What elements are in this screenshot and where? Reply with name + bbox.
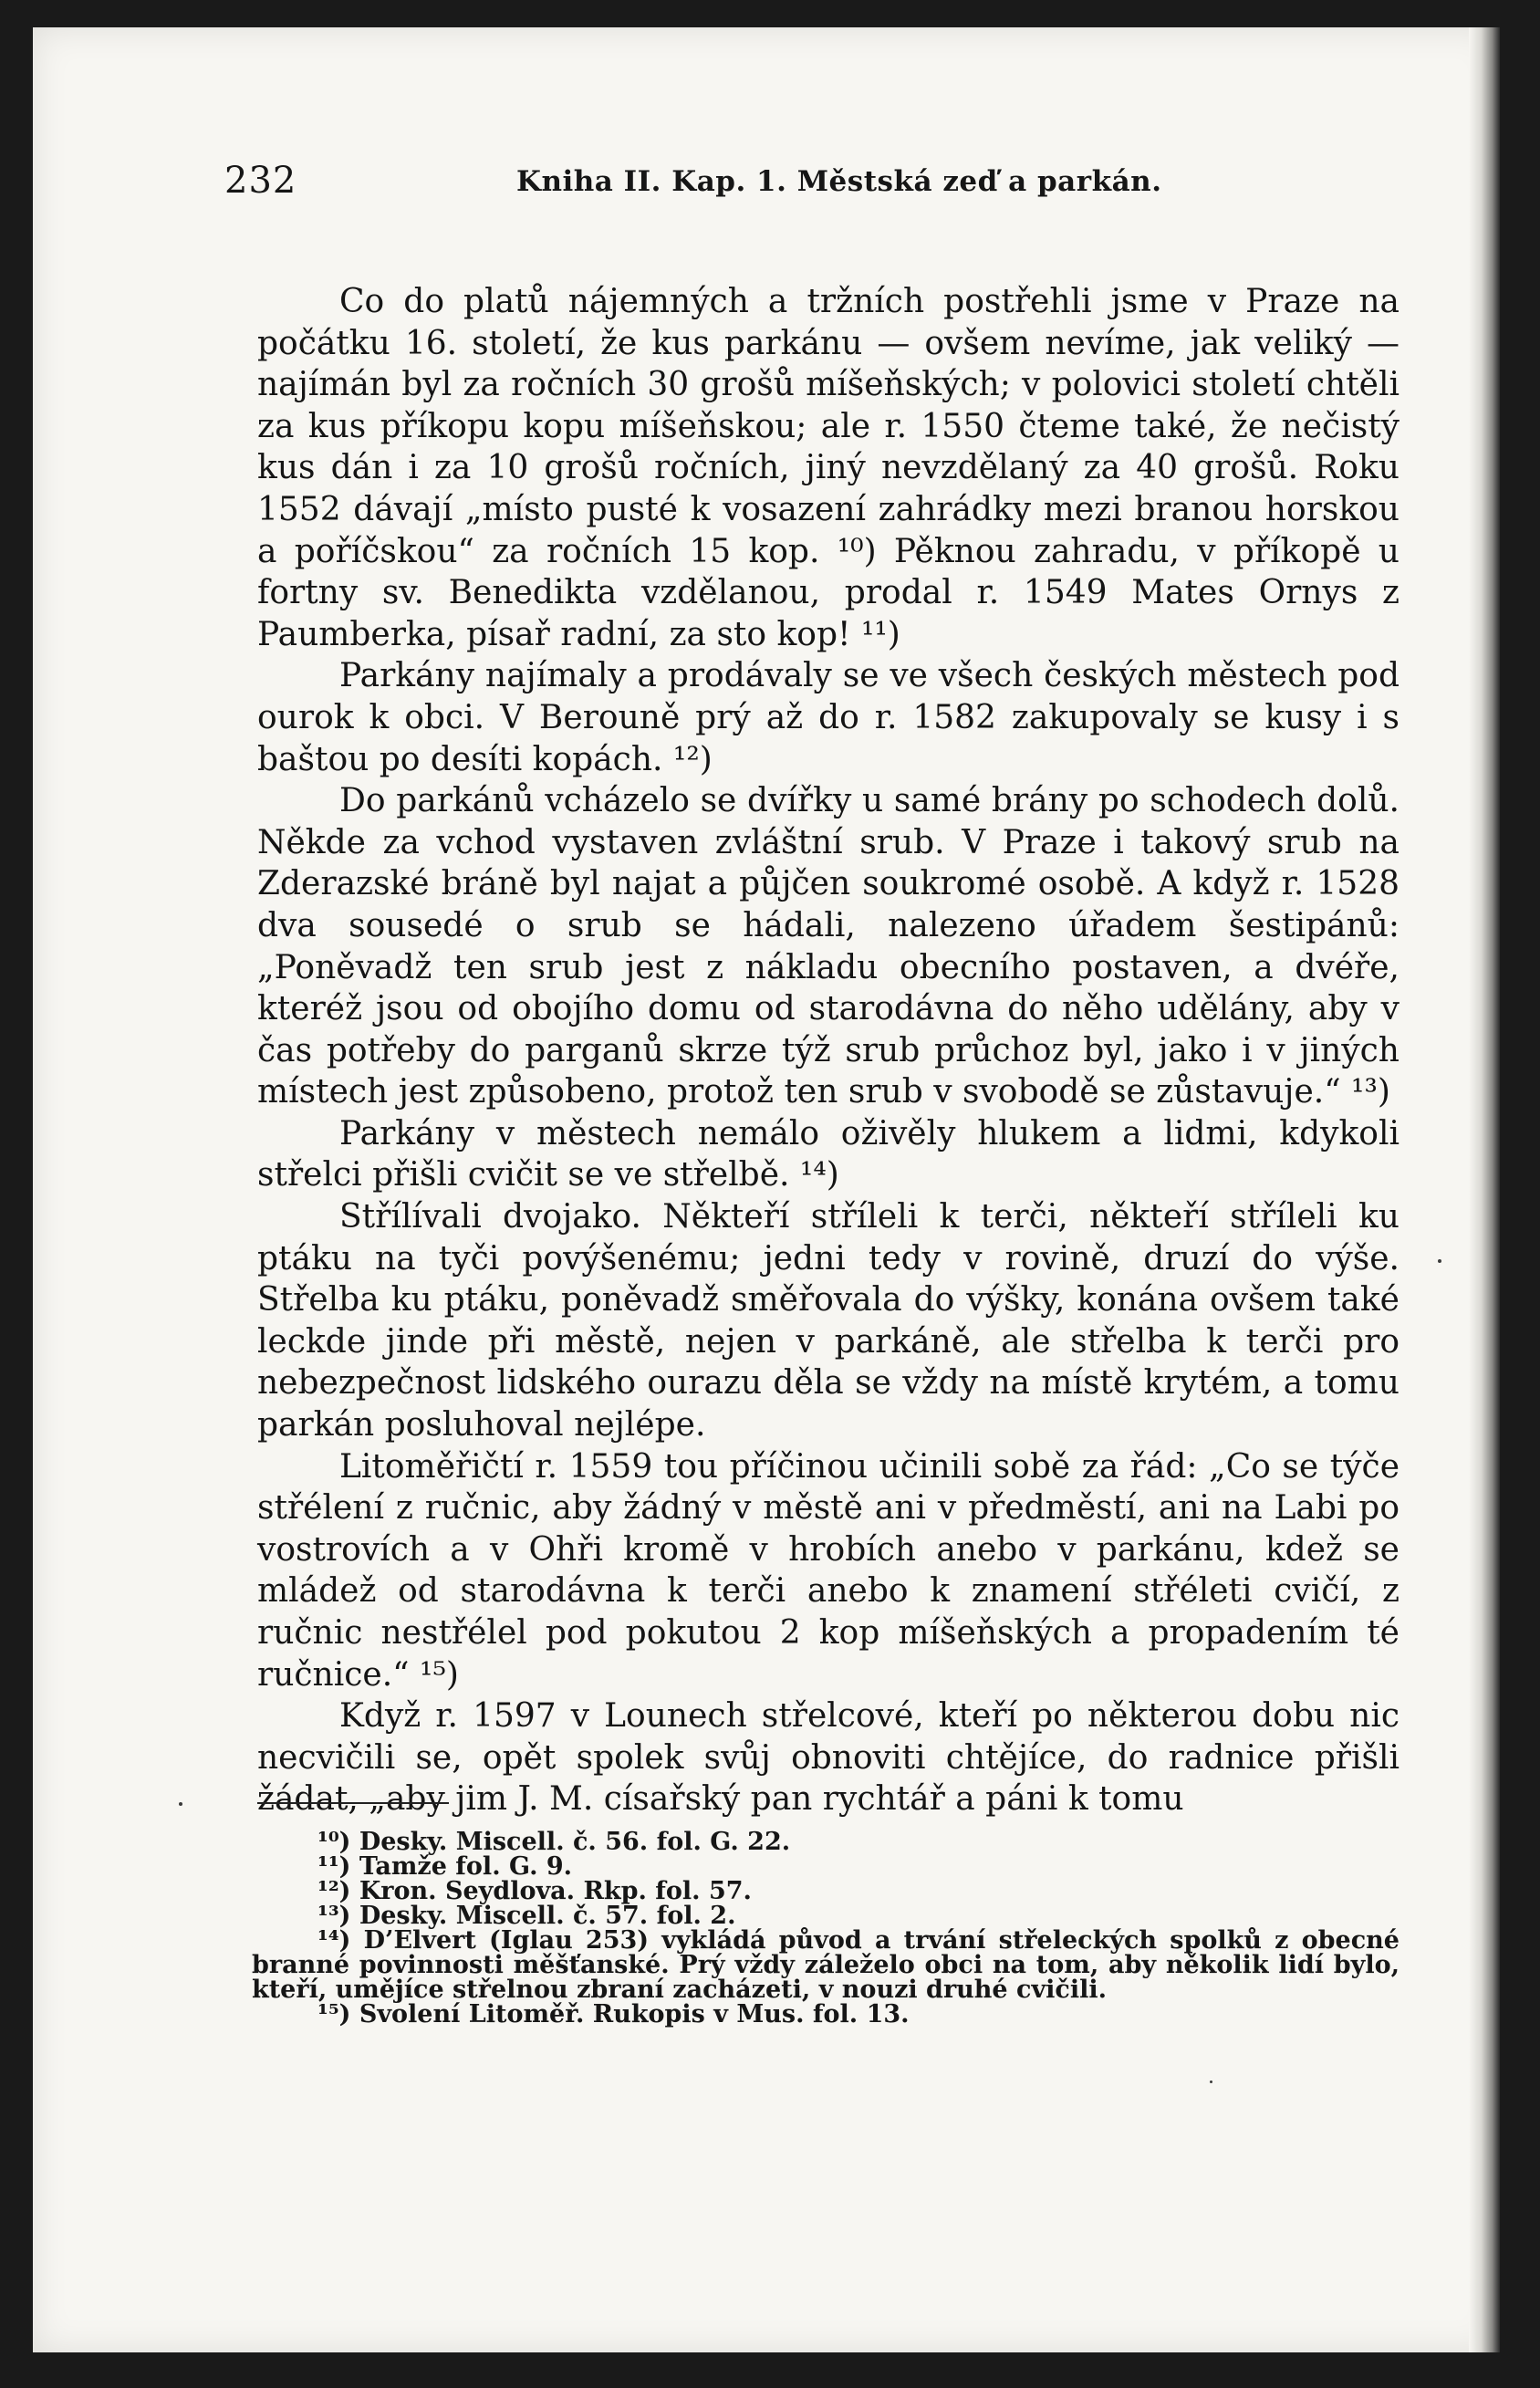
- running-head: Kniha II. Kap. 1. Městská zeď a parkán.: [516, 165, 1162, 198]
- page-header: [224, 160, 1401, 214]
- paragraph: Do parkánů vcházelo se dvířky u samé brány po schodech dolů. Někde za vchod vystaven zvláštní srub. V Praze i takový srub na Zderazské bráně byl najat a půjčen soukromé osobě. A když r. 1528 dva sousedé o srub se hádali, nalezeno úřadem šestipánů: „Poněvadž ten srub jest z nákladu obecního postaven, a dvéře, kteréž jsou od obojího domu od starodávna do něho udělány, aby v čas potřeby do parganů skrze týž srub průchoz byl, jako i v jiných místech jest způsobeno, protož ten srub v svobodě se zůstavuje.“ ¹³): [257, 782, 1400, 1111]
- paragraph: Litoměřičtí r. 1559 tou příčinou učinili sobě za řád: „Co se týče střélení z ručnic, aby žádný v městě ani v předměstí, ani na Labi po vostrovích a v Ohři kromě v hrobích anebo v parkánu, kdež se mládež od starodávna k terči anebo k znamení střéleti cvičí, z ručnic nestřélel pod pokutou 2 kop míšeňských a propadením té ručnice.“ ¹⁵): [257, 1447, 1400, 1694]
- footnote: ¹⁴) D’Elvert (Iglau 253) vykládá původ a trvání střeleckých spolků z obecné branné povinnosti měšťanské. Prý vždy záleželo obci na tom, aby několik lidí bylo, kteří, umějíce střelnou zbraní zacházeti, v nouzi druhé cvičili.: [252, 1926, 1400, 2004]
- paragraph: Co do platů nájemných a tržních postřehli jsme v Praze na počátku 16. století, že kus parkánu — ovšem nevíme, jak veliký — najímán byl za ročních 30 grošů míšeňských; v polovici století chtěli za kus příkopu kopu míšeňskou; ale r. 1550 čteme také, že nečistý kus dán i za 10 grošů ročních, jiný nevzdělaný za 40 grošů. Roku 1552 dávají „místo pusté k vosazení zahrádky mezi branou horskou a poříčskou“ za ročních 15 kop. ¹⁰) Pěknou zahradu, v příkopě u fortny sv. Benedikta vzdělanou, prodal r. 1549 Mates Ornys z Paumberka, písař radní, za sto kop! ¹¹): [257, 283, 1400, 653]
- footnote: ¹⁰) Desky. Miscell. č. 56. fol. G. 22.: [317, 1828, 791, 1856]
- print-speck: [1438, 1259, 1441, 1263]
- page-binding-shadow: [1469, 27, 1500, 2352]
- footnote: ¹²) Kron. Seydlova. Rkp. fol. 57.: [317, 1877, 752, 1905]
- print-speck: [1210, 2080, 1212, 2083]
- book-page: [33, 27, 1500, 2352]
- paragraph: Parkány v městech nemálo oživěly hlukem a lidmi, kdykoli střelci přišli cvičit se ve střelbě. ¹⁴): [257, 1114, 1400, 1194]
- footnote: ¹⁵) Svolení Litoměř. Rukopis v Mus. fol. 13.: [317, 2000, 910, 2028]
- footnote-separator: [257, 1802, 449, 1804]
- paragraph: Když r. 1597 v Lounech střelcové, kteří po některou dobu nic necvičili se, opět spolek svůj obnoviti chtějíce, do radnice přišli žádat, „aby jim J. M. císařský pan rychtář a páni k tomu: [257, 1697, 1400, 1819]
- paragraph: Parkány najímaly a prodávaly se ve všech českých městech pod ourok k obci. V Berouně prý až do r. 1582 zakupovaly se kusy i s baštou po desíti kopách. ¹²): [257, 657, 1400, 778]
- footnotes: [252, 1830, 1400, 2027]
- page-number: 232: [224, 160, 297, 202]
- paragraph: Střílívali dvojako. Někteří stříleli k terči, někteří stříleli ku ptáku na tyči povýšenému; jedni tedy v rovině, druzí do výše. Střelba ku ptáku, poněvadž směřovala do výšky, konána ovšem také leckde jinde při městě, nejen v parkáně, ale střelba k terči pro nebezpečnost lidského ourazu děla se vždy na místě krytém, a tomu parkán posluhoval nejlépe.: [257, 1198, 1400, 1444]
- print-speck: [179, 1802, 182, 1806]
- body-text: [257, 281, 1400, 1820]
- footnote: ¹¹) Tamže fol. G. 9.: [317, 1852, 573, 1881]
- footnote: ¹³) Desky. Miscell. č. 57. fol. 2.: [317, 1902, 736, 1930]
